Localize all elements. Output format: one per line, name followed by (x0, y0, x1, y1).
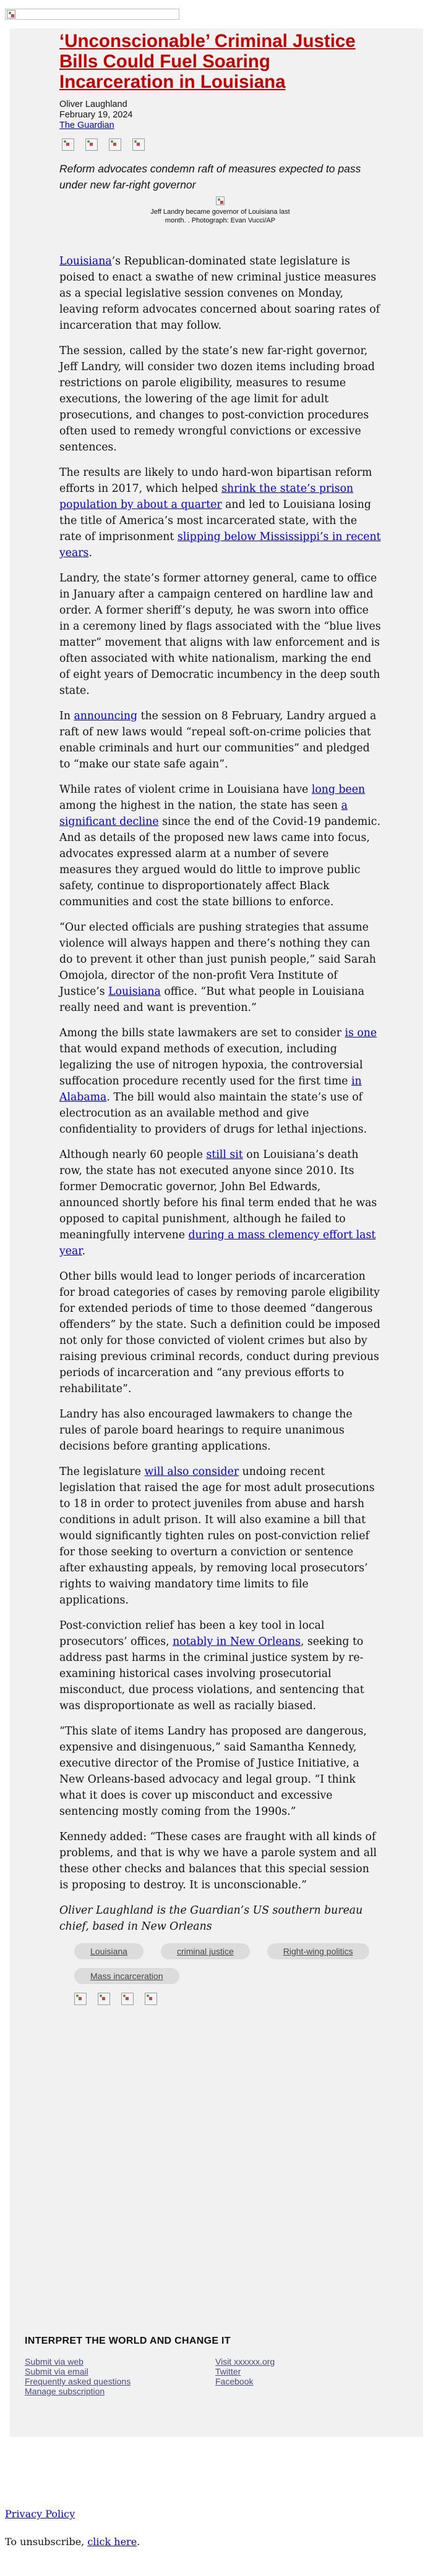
inline-link[interactable]: is one (345, 1027, 377, 1039)
footer-link[interactable]: Twitter (215, 2367, 241, 2376)
publish-date: February 19, 2024 (59, 110, 133, 120)
broken-image-icon (7, 10, 15, 19)
paragraph-text: , seeking to address past harms in the criminal justice system by re-examining historical cases involving prosecutorial misconduct, due process violations, and sentencing that was disproportionate as well as racially biased. (59, 1636, 364, 1712)
byline (59, 99, 381, 131)
share-icons-bottom (74, 1993, 381, 2005)
tag-pill[interactable]: Mass incarceration (74, 1968, 179, 1984)
author-name: Oliver Laughland (59, 99, 127, 109)
inline-link[interactable]: long been (311, 783, 366, 796)
article-column (59, 28, 381, 2005)
article-paragraph (59, 1618, 381, 1714)
tag-pill[interactable]: Right-wing politics (267, 1943, 369, 1959)
article-paragraph (59, 1829, 381, 1893)
article-card (10, 28, 423, 2437)
article-paragraph (59, 1269, 381, 1397)
share-icon[interactable] (145, 1993, 157, 2005)
share-icons-top (62, 138, 381, 151)
paragraph-text: Kennedy added: “These cases are fraught with all kinds of problems, and that is why we have a parole system and all these other checks and balances that this special session is proposing to destroy. It is unconscionable.” (59, 1831, 377, 1891)
unsubscribe-row (5, 2536, 140, 2548)
article-paragraph (59, 1464, 381, 1608)
source-link[interactable]: The Guardian (59, 120, 114, 130)
share-icon[interactable] (98, 1993, 110, 2005)
paragraph-text: the session on 8 February, Landry argued a raft of new laws would “repeal soft-on-crime policies that enable criminals and hurt our communities” and pledged to “make our state safe again”. (59, 710, 377, 771)
paragraph-text: Other bills would lead to longer periods of incarceration for broad categories of cases by removing parole eligibility for extended periods of time to those deemed “dangerous offenders” by the state. Such a definition could be imposed not only for those convicted of violent crimes but also by raising previous criminal records, conduct during previous periods of incarceration and “any previous efforts to rehabilitate”. (59, 1270, 380, 1395)
inline-link[interactable]: in Alabama (59, 1075, 362, 1104)
inline-link[interactable]: Louisiana (59, 255, 112, 268)
paragraph-text: . (82, 1245, 86, 1257)
share-icon[interactable] (85, 138, 98, 151)
paragraph-text: In (59, 710, 74, 722)
inline-link[interactable]: shrink the state’s prison population by about a quarter (59, 483, 354, 511)
article-body (59, 253, 381, 1893)
inline-link[interactable]: notably in New Orleans (173, 1636, 301, 1648)
paragraph-text: The legislature (59, 1466, 145, 1478)
article-paragraph (59, 1147, 381, 1259)
article-paragraph (59, 253, 381, 334)
footer-link[interactable]: Visit xxxxxx.org (215, 2357, 275, 2367)
tag-pill[interactable]: Louisiana (74, 1943, 144, 1959)
inline-link[interactable]: will also consider (144, 1466, 239, 1478)
unsubscribe-link[interactable]: click here (87, 2536, 137, 2548)
paragraph-text: The results are likely to undo hard-won bipartisan reform efforts in 2017, which helped (59, 467, 372, 495)
paragraph-text: Landry, the state’s former attorney general, came to office in January after a campaign centered on hardline law and order. A former sheriff’s deputy, he was sworn into office in a ceremony lined by flags associated with the “blue lives matter” movement that aligns with law enforcement and is often associated with white nationalism, marking the end of eight years of Democratic incumbency in the deep south state. (59, 572, 381, 697)
paragraph-text: While rates of violent crime in Louisiana have (59, 783, 312, 796)
inline-link[interactable]: still sit (206, 1149, 243, 1161)
share-icon[interactable] (74, 1993, 87, 2005)
footer (25, 2336, 396, 2396)
paragraph-text: Landry has also encouraged lawmakers to change the rules of parole board hearings to require unanimous decisions before granting applications. (59, 1408, 353, 1453)
inline-link[interactable]: during a mass clemency effort last year (59, 1229, 376, 1257)
inline-link[interactable]: slipping below Mississippi’s in recent years (59, 531, 381, 559)
header-image-broken (5, 9, 179, 20)
privacy-policy-link[interactable]: Privacy Policy (5, 2508, 75, 2520)
inline-link[interactable]: a significant decline (59, 800, 348, 828)
share-icon[interactable] (62, 138, 74, 151)
paragraph-text: among the highest in the nation, the state has seen (59, 800, 341, 812)
share-icon[interactable] (109, 138, 121, 151)
paragraph-text: The session, called by the state’s new far-right governor, Jeff Landry, will consider two dozen items including broad restrictions on parole eligibility, measures to resume executions, the lowering of the age limit for adult prosecutions, and changes to post-conviction procedures often used to remedy wrongful convictions or excessive sentences. (59, 345, 375, 454)
footer-link[interactable]: Facebook (215, 2376, 254, 2386)
paragraph-text: Post-conviction relief has been a key tool in local prosecutors’ offices, (59, 1620, 325, 1648)
lead-image-broken-icon (216, 196, 225, 205)
paragraph-text: since the end of the Covid-19 pandemic. And as details of the proposed new laws came into focus, advocates expressed alarm at a number of severe measures they argued would do little to improve public safety, continue to disproportionately affect Black communities and cost the state billions to enforce. (59, 816, 380, 908)
privacy-row (5, 2508, 75, 2520)
footer-link[interactable]: Manage subscription (25, 2386, 105, 2396)
tag-pill[interactable]: criminal justice (161, 1943, 250, 1959)
footer-heading: INTERPRET THE WORLD AND CHANGE IT (25, 2336, 231, 2346)
author-signoff: Oliver Laughland is the Guardian’s US southern bureau chief, based in New Orleans (59, 1904, 363, 1933)
article-paragraph (59, 1406, 381, 1455)
article-paragraph (59, 708, 381, 772)
article-paragraph (59, 465, 381, 561)
article-paragraph (59, 343, 381, 455)
standfirst: Reform advocates condemn raft of measures expected to pass under new far-right governor (59, 163, 361, 191)
share-icon[interactable] (132, 138, 145, 151)
inline-link[interactable]: Louisiana (108, 986, 161, 998)
article-paragraph (59, 919, 381, 1016)
paragraph-text: “This slate of items Landry has proposed are dangerous, expensive and disingenuous,” said Samantha Kennedy, executive director of the Promise of Justice Initiative, a New Orleans-based advocacy and legal group. “I think what it does is cover up misconduct and excessive sentencing mostly coming from the 1990s.” (59, 1725, 367, 1818)
paragraph-text: office. “But what people in Louisiana really need and want is prevention.” (59, 986, 365, 1014)
paragraph-text: Although nearly 60 people (59, 1149, 207, 1161)
footer-link[interactable]: Submit via web (25, 2357, 84, 2367)
tag-list (74, 1943, 396, 1984)
unsubscribe-suffix: . (137, 2536, 140, 2548)
article-paragraph (59, 1025, 381, 1138)
article-title[interactable]: ‘Unconscionable’ Criminal Justice Bills Could Fuel Soaring Incarceration in Louisiana (59, 31, 356, 92)
footer-links (25, 2357, 396, 2396)
inline-link[interactable]: announcing (74, 710, 138, 722)
lead-figure (59, 196, 381, 225)
paragraph-text: “Our elected officials are pushing strategies that assume violence will always happen and there’s nothing they can do to prevent it other than just punish people,” said Sarah Omojola, director of the non-profit Vera Institute of Justice’s (59, 921, 376, 998)
paragraph-text: . (88, 547, 92, 559)
paragraph-text: undoing recent legislation that raised the age for most adult prosecutions to 18 in order to protect juveniles from abuse and harsh conditions in adult prison. It will also examine a bill that would significantly tighten rules on post-conviction relief for those seeking to overturn a conviction or sentence after exhausting appeals, by removing local prosecutors’ rights to waiving mandatory time limits to file applications. (59, 1466, 375, 1607)
footer-link[interactable]: Frequently asked questions (25, 2376, 131, 2386)
paragraph-text: and led to Louisiana losing the title of America’s most incarcerated state, with the rate of imprisonment (59, 499, 371, 543)
article-paragraph (59, 1723, 381, 1820)
share-icon[interactable] (121, 1993, 134, 2005)
paragraph-text: Among the bills state lawmakers are set to consider (59, 1027, 345, 1039)
paragraph-text: that would expand methods of execution, including legalizing the use of nitrogen hypoxia, the controversial suffocation procedure recently used for the first time (59, 1043, 363, 1087)
paragraph-text: . The bill would also maintain the state’s use of electrocution as an available method and give confidentiality to providers of drugs for lethal injections. (59, 1091, 367, 1136)
paragraph-text: ’s Republican-dominated state legislature is poised to enact a swathe of new criminal justice measures as a special legislative session convenes on Monday, leaving reform advocates concerned about soaring rates of incarceration that may follow. (59, 255, 380, 332)
paragraph-text: on Louisiana’s death row, the state has not executed anyone since 2010. Its former Democratic governor, John Bel Edwards, announced shortly before his final term ended that he was opposed to capital punishment, although he failed to meaningfully intervene (59, 1149, 377, 1241)
footer-link[interactable]: Submit via email (25, 2367, 88, 2376)
article-paragraph (59, 782, 381, 910)
image-caption: Jeff Landry became governor of Louisiana last month. . Photograph: Evan Vucci/AP (150, 208, 290, 224)
unsubscribe-text: To unsubscribe, (5, 2536, 88, 2548)
article-paragraph (59, 570, 381, 699)
